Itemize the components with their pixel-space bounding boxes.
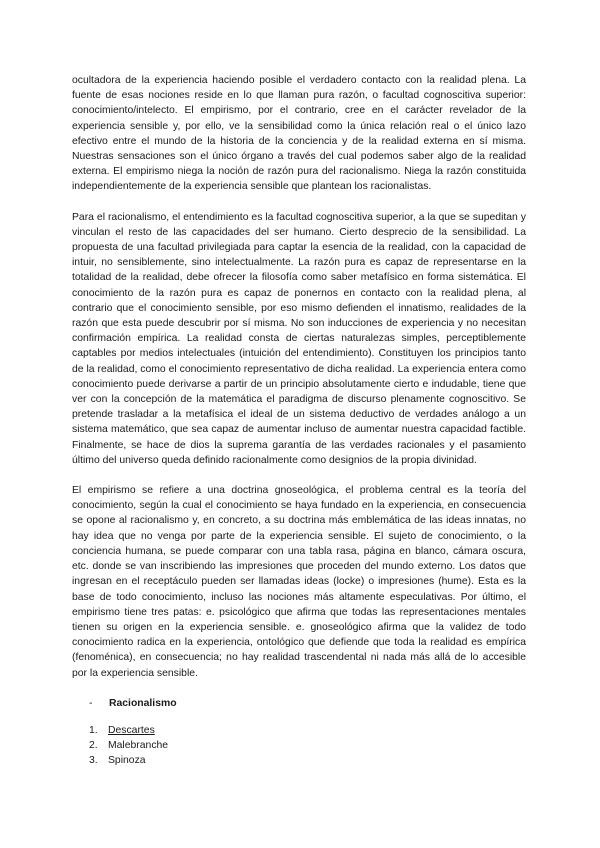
list-item: [89, 753, 526, 768]
paragraph-racionalismo: Para el racionalismo, el entendimiento es la facultad cognoscitiva superior, a la que se supeditan y vinculan el resto de las capacidades del ser humano. Cierto desprecio de la sensibilidad. La propuesta de una facultad privilegiada para captar la esencia de la realidad, con la capacidad de intuir, no sensiblemente, sino intelectualmente. La razón pura es capaz de representarse en la totalidad de la realidad, debe ofrecer la filosofía como saber metafísico en forma sistemática. El conocimiento de la razón pura es capaz de ponernos en contacto con la realidad plena, al contrario que el conocimiento sensible, por eso mismo defienden el innatismo, realidades de la razón que esta puede descubrir por sí misma. No son inducciones de experiencia y no necesitan confirmación empírica. La realidad consta de ciertas naturalezas simples, perceptiblemente captables por medios intelectuales (intuición del entendimiento). Constituyen los principios tanto de la realidad, como el conocimiento representativo de dicha realidad. La experiencia entera como conocimiento puede derivarse a partir de un principio absolutamente cierto e indudable, tiene que ver con la concepción de la matemática el paradigma de discurso plenamente cognoscitivo. Se pretende trasladar a la metafísica el ideal de un sistema deductivo de verdades análogo a un sistema matemático, que sea capaz de aumentar incluso de aumentar nuestra capacidad factible. Finalmente, se hace de dios la suprema garantía de las verdades racionales y el pasamiento último del universo queda definido racionalmente como designios de la propia divinidad.: [72, 211, 526, 466]
page-content: [72, 73, 526, 769]
bullet-dash: -: [89, 697, 93, 709]
philosopher-list: [72, 723, 526, 769]
list-item-label: Descartes: [108, 724, 155, 736]
paragraph-empirismo-intro: ocultadora de la experiencia haciendo posible el verdadero contacto con la realidad plena. La fuente de esas nociones reside en lo que llaman pura razón, o facultad cognoscitiva superior: conocimiento/intelecto. El empirismo, por el contrario, cree en el carácter revelador de la experiencia sensible y, por ello, ve la sensibilidad como la única relación real o el único lazo efectivo entre el mundo de la historia de la conciencia y de la realidad externa en sí misma. Nuestras sensaciones son el único órgano a través del cual podemos saber algo de la realidad externa. El empirismo niega la noción de razón pura del racionalismo. Niega la razón constituida independientemente de la experiencia sensible que plantean los racionalistas.: [72, 75, 526, 193]
list-number: 1.: [89, 724, 98, 736]
list-item-label: Spinoza: [108, 755, 146, 767]
list-item: [89, 723, 526, 738]
list-item: [89, 738, 526, 753]
section-title: Racionalismo: [109, 697, 177, 709]
list-item-label: Malebranche: [108, 740, 169, 752]
paragraph-empirismo: El empirismo se refiere a una doctrina gnoseológica, el problema central es la teoría del conocimiento, según la cual el conocimiento se haya fundado en la experiencia, en consecuencia se opone al racionalismo y, en concreto, a su doctrina más emblemática de las ideas innatas, no hay idea que no venga por parte de la experiencia sensible. El sujeto de conocimiento, o la conciencia humana, se puede comparar con una tabla rasa, página en blanco, cámara oscura, etc. donde se van inscribiendo las impresiones que proceden del mundo externo. Los datos que ingresan en el receptáculo pueden ser llamadas ideas (locke) o impresiones (hume). Esta es la base de todo conocimiento, incluso las nociones más altamente especulativas. Por último, el empirismo tiene tres patas: e. psicológico que afirma que todas las representaciones mentales tienen su origen en la experiencia sensible. e. gnoseológico afirma que la validez de todo conocimiento radica en la experiencia, ontológico que defiende que toda la realidad es empírica (fenoménica), en consecuencia; no hay realidad trascendental ni nada más allá de lo accesible por la experiencia sensible.: [72, 485, 526, 679]
list-number: 3.: [89, 755, 98, 767]
list-number: 2.: [89, 740, 98, 752]
section-heading: [89, 696, 526, 711]
